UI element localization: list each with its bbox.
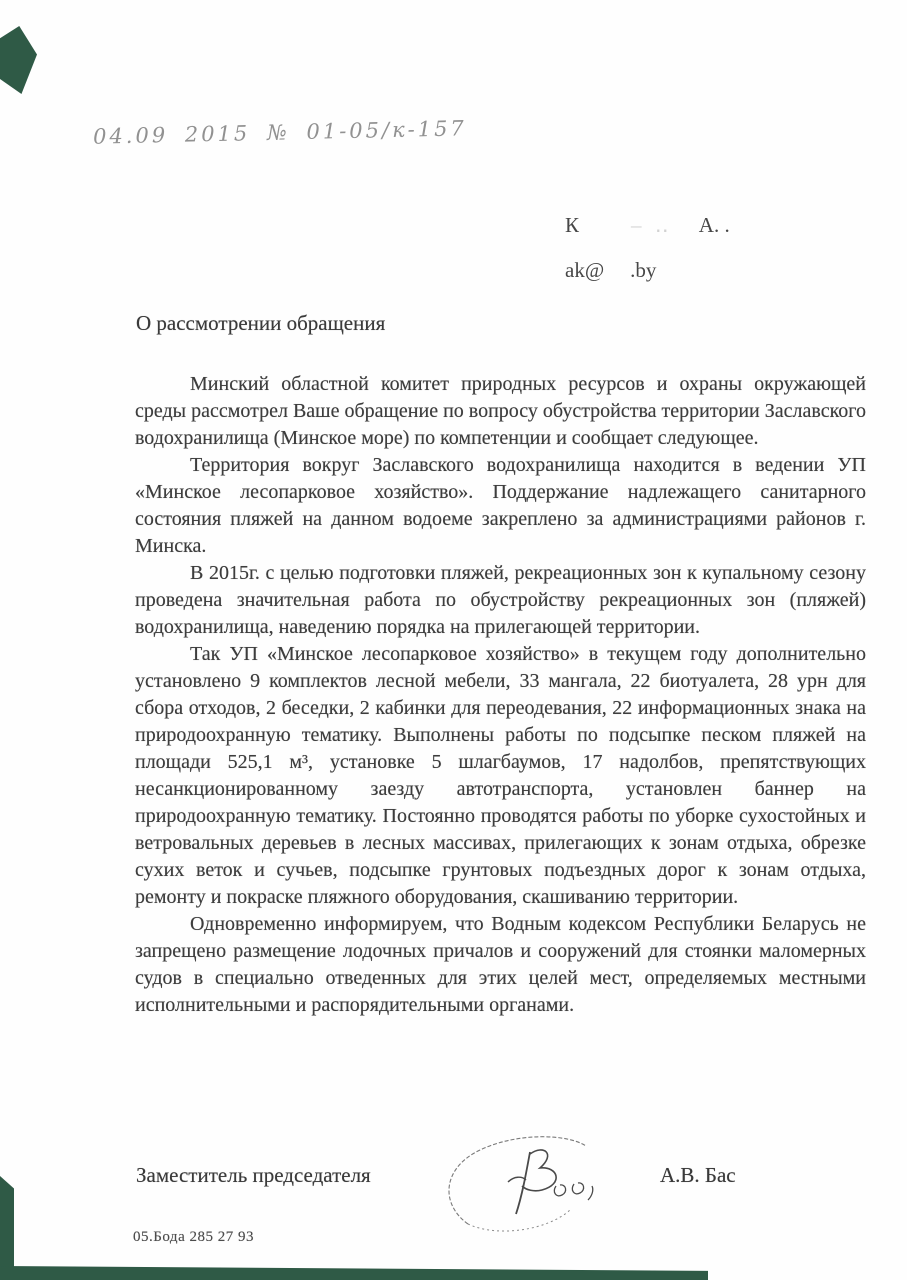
scanner-artifact-top-left (0, 26, 37, 94)
recipient-name-end: А. . (698, 213, 730, 237)
paragraph-2015-preparation: В 2015г. с целью подготовки пляжей, рекреационных зон к купальному сезону проведена значительная работа по обустройству рекреационных зон (пляжей) водохранилища, наведению порядка на прилегающей территории. (135, 562, 866, 638)
paragraph-water-code: Одновременно информируем, что Водным кодексом Республики Беларусь не запрещено размещение лодочных причалов и сооружений для стоянки маломерных судов в специально отведенных для этих целей мест, определяемых местными исполнительными и распорядительными органами. (135, 913, 866, 1016)
handwritten-reference-number: 04.09 2015 № 01-05/к-157 (92, 116, 468, 149)
signer-name: А.В. Бас (660, 1163, 736, 1187)
recipient-email-line (565, 258, 730, 283)
scanner-artifact-bottom-edge (0, 1266, 708, 1280)
recipient-name-start: К (565, 213, 580, 237)
recipient-name-redacted: – ‥ (631, 213, 673, 237)
recipient-email-end: .by (630, 258, 657, 282)
scanner-artifact-bottom-left (0, 1176, 14, 1280)
letter-subject: О рассмотрении обращения (136, 311, 386, 335)
paragraph-intro: Минский областной комитет природных ресурсов и охраны окружающей среды рассмотрел Ваше обращение по вопросу обустройства территории Заславского водохранилища (Минское море) по компетенции и сообщает следующее. (135, 373, 866, 449)
recipient-block (565, 213, 730, 303)
signer-position: Заместитель председателя (136, 1163, 371, 1187)
recipient-email-start: ak@ (565, 258, 605, 282)
paragraph-improvements-list: Так УП «Минское лесопарковое хозяйство» в текущем году дополнительно установлено 9 комплектов лесной мебели, 33 мангала, 22 биотуалета, 28 урн для сбора отходов, 2 беседки, 2 кабинки для переодевания, 22 информационных знака на природоохранную тематику. Выполнены работы по подсыпке песком пляжей на площади 525,1 м³, установке 5 шлагбаумов, 17 надолбов, препятствующих несанкционированному заезду автотранспорта, установлен баннер на природоохранную тематику. Постоянно проводятся работы по уборке сухостойных и ветровальных деревьев в лесных массивах, прилегающих к зонам отдыха, обрезке сухих веток и сучьев, подсыпке грунтовых подъездных дорог к зонам отдыха, ремонту и покраске пляжного оборудования, скашиванию территории. (135, 643, 866, 908)
handwritten-signature (438, 1126, 633, 1236)
recipient-name-line (565, 213, 730, 238)
paragraph-territory: Территория вокруг Заславского водохранилища находится в ведении УП «Минское лесопарковое хозяйство». Поддержание надлежащего санитарного состояния пляжей на данном водоеме закреплено за администрациями районов г. Минска. (135, 454, 866, 557)
letter-body (135, 371, 866, 1019)
executor-phone-note: 05.Бода 285 27 93 (133, 1229, 254, 1245)
